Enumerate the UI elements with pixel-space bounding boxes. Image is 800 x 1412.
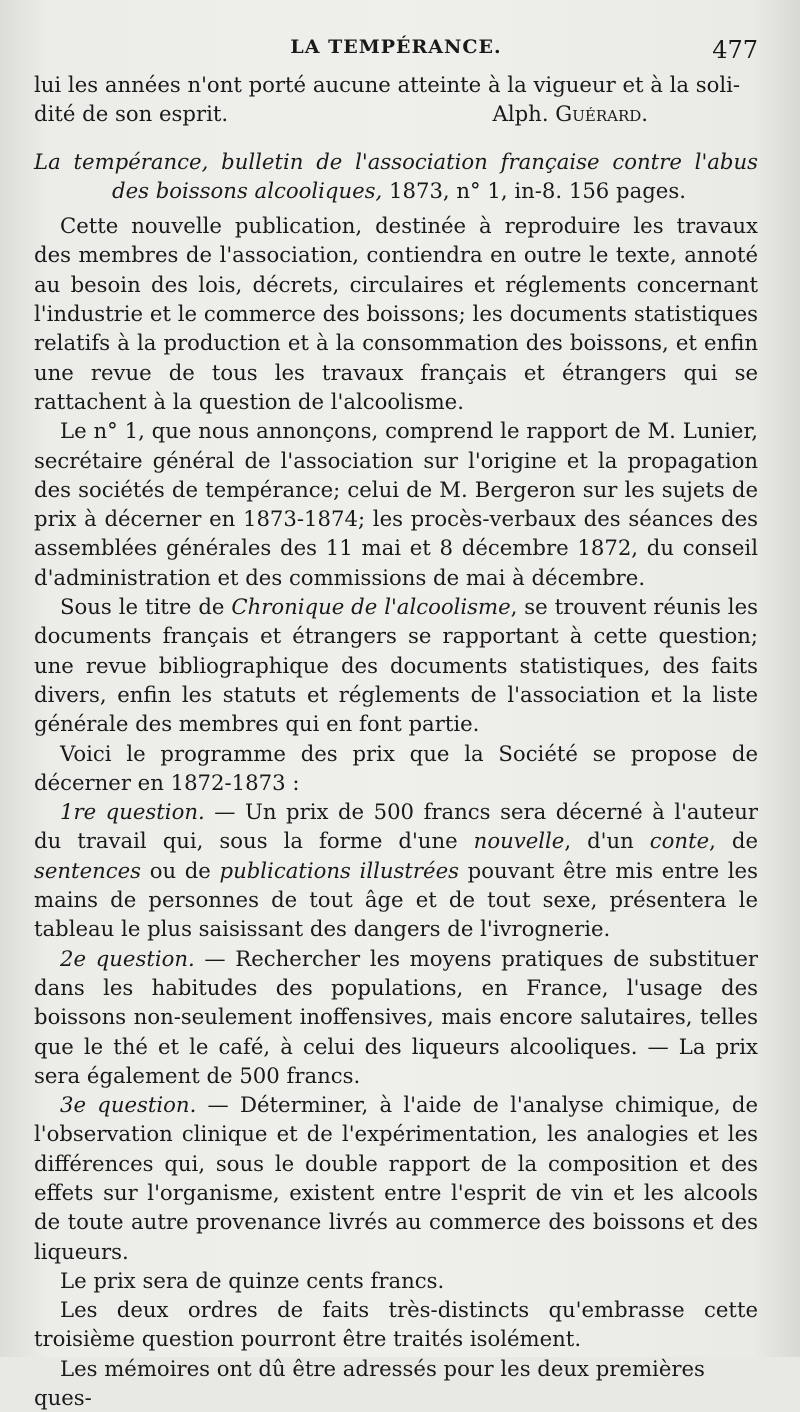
paragraph: Voici le programme des prix que la Société se propose de décerner en 1872-1873 : — [34, 740, 758, 795]
question-2 — [34, 944, 758, 1090]
question-label: 2e question. — [60, 945, 195, 971]
italic-text: sentences — [34, 857, 142, 883]
italic-text: nouvelle — [473, 828, 565, 854]
text: ou de — [141, 857, 220, 883]
text: — Déterminer, à l'aide de l'analyse chimique, de l'observation clinique et de l'expérimentation, les analogies et les différences qui, sous le double rapport de la composition et des effets sur l'organisme, existent entre l'esprit de vin et les alcools de toute autre provenance livrés au commerce des boissons et des liqueurs. — [34, 1092, 758, 1264]
question-3 — [34, 1090, 758, 1266]
paragraph — [34, 592, 758, 738]
text: — Rechercher les moyens pratiques de substituer dans les habitudes des populations, en France, l'usage des boissons non-seulement inoffensives, mais encore salutaires, telles que le thé et le café, à celui des liqueurs alcooliques. — La prix sera également de 500 francs. — [34, 945, 758, 1088]
text: , d'un — [564, 828, 650, 854]
italic-text: conte — [649, 828, 710, 854]
paragraph: Les deux ordres de faits très-distincts qu'embrasse cette troisième question pourront être traités isolément. — [34, 1297, 758, 1352]
paragraph: Le n° 1, que nous annonçons, comprend le rapport de M. Lunier, secrétaire général de l'association sur l'origine et la propagation des sociétés de tempérance; celui de M. Bergeron sur les sujets de prix à décerner en 1873-1874; les procès-verbaux des séances des assemblées générales des 11 mai et 8 décembre 1872, du conseil d'administration et des commissions de mai à décembre. — [34, 418, 758, 590]
page-number: 477 — [712, 36, 758, 64]
question-label: 3e question. — [60, 1092, 197, 1118]
citation — [34, 147, 758, 206]
running-title: LA TEMPÉRANCE. — [290, 36, 502, 58]
body-text — [34, 70, 758, 1412]
citation-title: La tempérance, bulletin de l'association française contre l'abus des boissons alcooliques, — [34, 148, 758, 203]
signature-first: Alph. — [492, 101, 556, 127]
text-line: dité de son esprit. — [34, 101, 229, 127]
page-header — [34, 30, 758, 70]
paragraph: Le prix sera de quinze cents francs. — [60, 1267, 445, 1293]
question-1 — [34, 797, 758, 943]
text: — Un prix de 500 francs sera décerné à l'auteur du travail qui, sous la forme d'une — [34, 799, 759, 854]
spacer — [34, 129, 758, 147]
text: , de — [709, 828, 758, 854]
italic-text: Chronique de l'alcoolisme — [231, 594, 511, 620]
text-line: lui les années n'ont porté aucune atteinte à la vigueur et à la soli- — [34, 72, 741, 97]
paragraph: Les mémoires ont dû être adressés pour les deux premières ques- — [34, 1355, 705, 1411]
question-label: 1re question. — [60, 799, 205, 825]
signature-last: Guérard. — [555, 101, 648, 127]
text: Sous le titre de — [60, 594, 232, 620]
text: , se trouvent réunis les documents français et étrangers se rapportant à cette question; une revue bibliographique des documents statistiques, des faits divers, enfin les statuts et réglements de l'association et la liste générale des membres qui en font partie. — [34, 594, 758, 737]
citation-details: 1873, n° 1, in-8. 156 pages. — [382, 177, 686, 203]
text: pouvant être mis entre les mains de personnes de tout âge et de tout sexe, présentera le tableau le plus saisissant des dangers de l'ivrognerie. — [34, 857, 758, 942]
italic-text: publications illustrées — [219, 857, 459, 883]
paragraph: Cette nouvelle publication, destinée à reproduire les travaux des membres de l'association, contiendra en outre le texte, annoté au besoin des lois, décrets, circulaires et réglements concernant l'industrie et le commerce des boissons; les documents statistiques relatifs à la production et à la consommation des boissons, et enfin une revue de tous les travaux français et étrangers qui se rattachent à la question de l'alcoolisme. — [34, 213, 758, 414]
